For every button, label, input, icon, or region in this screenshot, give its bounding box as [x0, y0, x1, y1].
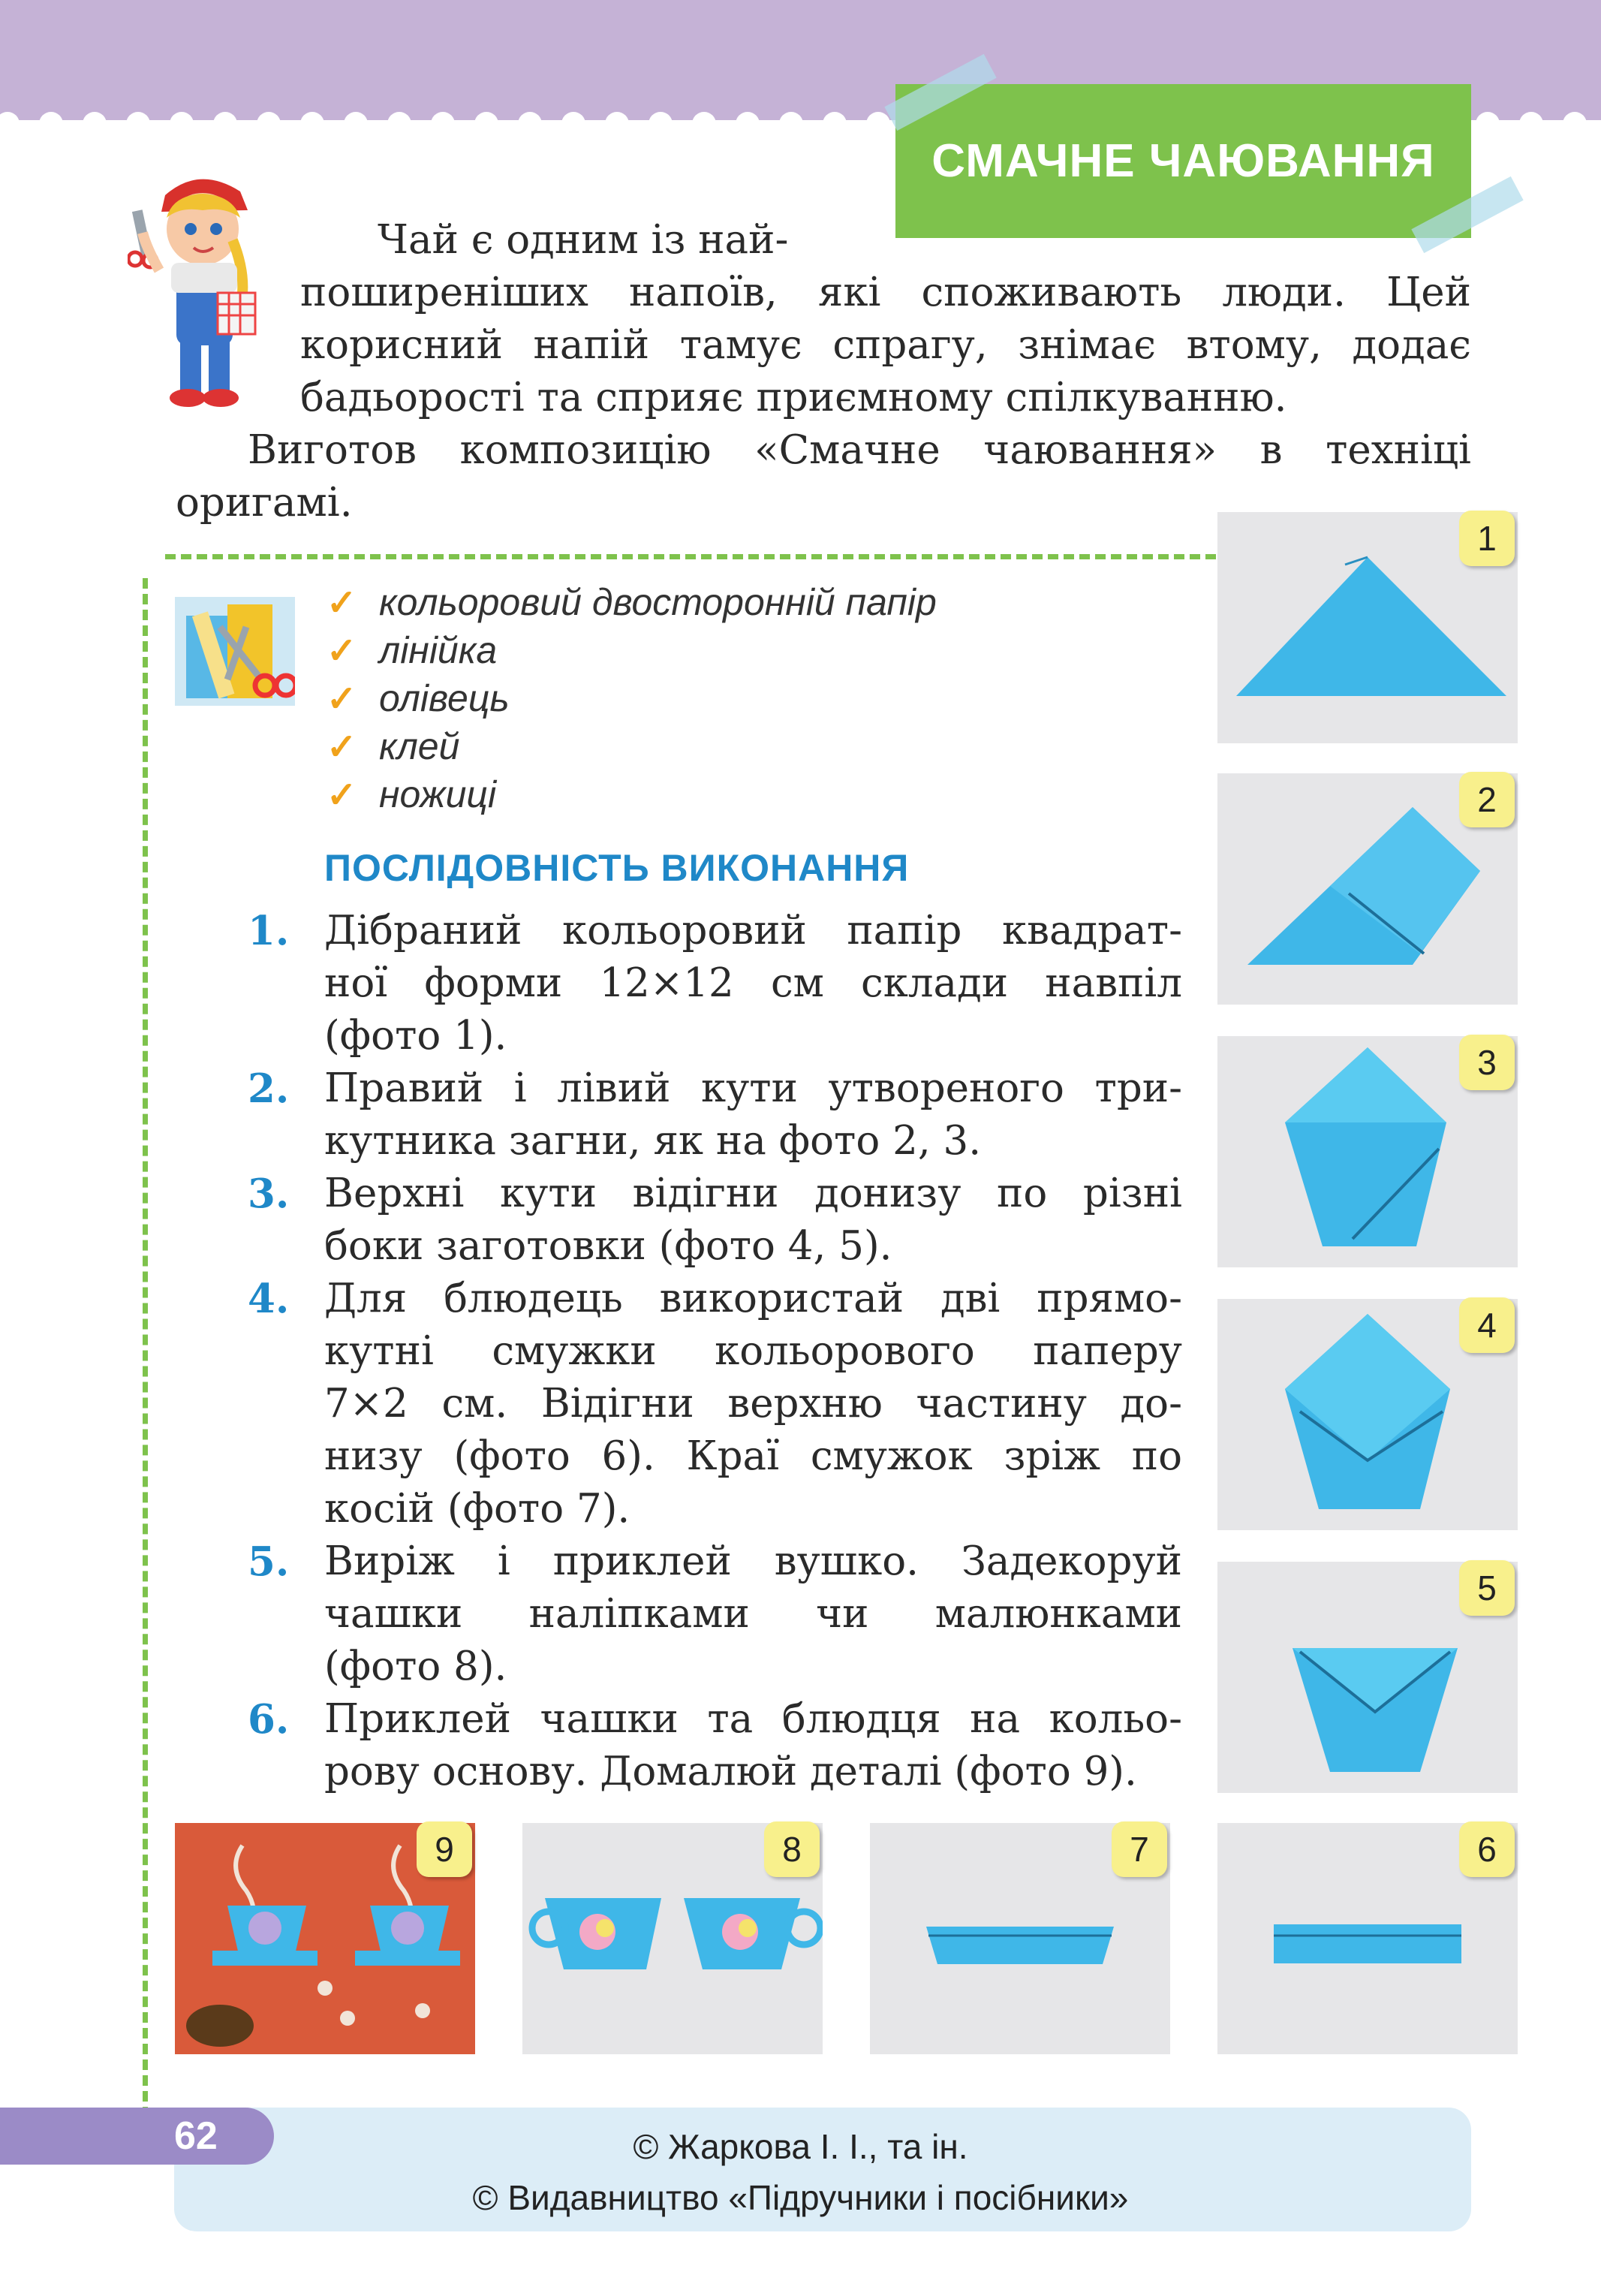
intro-line: бадьорості та сприяє приємному спілкуванню. [300, 375, 1287, 420]
intro-line: корисний напій тамує спрагу, знімає втому, додає [300, 322, 1471, 368]
steps-list [248, 905, 1182, 1798]
list-item: ✓ лінійка [327, 626, 1077, 674]
dot-decoration [126, 112, 150, 136]
dot-decoration [474, 112, 498, 136]
dot-decoration [300, 112, 324, 136]
step-number: 6. [248, 1696, 290, 1743]
intro-line: Виготов композицію «Смачне чаювання» в техніці [248, 427, 1471, 473]
list-item: ✓ кольоровий двосторонній папір [327, 578, 1077, 626]
photo-badge: 9 [417, 1821, 472, 1877]
dot-decoration [213, 112, 237, 136]
footer-copyright-authors: © Жаркова І. І., та ін. [633, 2127, 968, 2166]
dot-decoration [0, 112, 20, 136]
dashed-divider [143, 578, 148, 2117]
dashed-divider [165, 554, 1216, 559]
photo-badge: 7 [1112, 1821, 1167, 1877]
checkmark-icon: ✓ [327, 583, 357, 623]
dot-decoration [39, 112, 63, 136]
dot-decoration [83, 112, 107, 136]
materials-list [327, 578, 1077, 818]
photo-badge: 1 [1459, 511, 1515, 566]
dot-decoration [257, 112, 281, 136]
photo-6 [1217, 1823, 1518, 2054]
dot-decoration [170, 112, 194, 136]
checkmark-icon: ✓ [327, 728, 357, 767]
dot-decoration [823, 112, 847, 136]
steps-heading: ПОСЛІДОВНІСТЬ ВИКОНАННЯ [324, 847, 910, 889]
photo-badge: 2 [1459, 772, 1515, 827]
checkmark-icon: ✓ [327, 631, 357, 671]
dot-decoration [649, 112, 673, 136]
photo-badge: 4 [1459, 1297, 1515, 1353]
page-title: СМАЧНЕ ЧАЮВАННЯ [895, 84, 1471, 238]
photo-badge: 6 [1459, 1821, 1515, 1877]
intro-line: Чай є одним із най- [378, 217, 789, 263]
dot-decoration [431, 112, 455, 136]
photo-badge: 5 [1459, 1560, 1515, 1616]
step-item: 1. Дібраний кольоровий папір квадрат- ної форми 12×12 см склади навпіл (фото 1). [248, 905, 1182, 1062]
dot-decoration [692, 112, 716, 136]
photo-1 [1217, 512, 1518, 743]
step-item: 5. Виріж і приклей вушко. Задекоруй чашки наліпками чи малюнками (фото 8). [248, 1535, 1182, 1693]
dot-decoration [387, 112, 411, 136]
dot-decoration [866, 112, 890, 136]
list-item: ✓ клей [327, 722, 1077, 770]
photo-3 [1217, 1036, 1518, 1267]
dot-decoration [518, 112, 542, 136]
dot-decoration [1563, 112, 1587, 136]
step-number: 3. [248, 1171, 290, 1217]
photo-badge: 3 [1459, 1035, 1515, 1090]
photo-7 [870, 1823, 1170, 2054]
photo-4 [1217, 1299, 1518, 1530]
dot-decoration [344, 112, 368, 136]
footer-copyright-publisher: © Видавництво «Підручники і посібники» [472, 2178, 1129, 2217]
dot-decoration [561, 112, 585, 136]
step-item: 6. Приклей чашки та блюдця на кольо- рову основу. Домалюй деталі (фото 9). [248, 1693, 1182, 1798]
photo-2 [1217, 773, 1518, 1005]
photo-5 [1217, 1562, 1518, 1793]
dot-decoration [605, 112, 629, 136]
checkmark-icon: ✓ [327, 776, 357, 815]
list-item: ✓ олівець [327, 674, 1077, 722]
page-number: 62 [0, 2108, 274, 2165]
paper-ruler-scissors-icon [175, 597, 295, 706]
photo-8 [522, 1823, 823, 2054]
step-number: 1. [248, 908, 290, 954]
intro-line: поширеніших напоїв, які споживають люди. Цей [300, 270, 1471, 315]
dot-decoration [1476, 112, 1500, 136]
girl-mascot-icon [128, 165, 278, 413]
photo-badge: 8 [764, 1821, 820, 1877]
step-item: 2. Правий і лівий кути утвореного три- кутника загни, як на фото 2, 3. [248, 1062, 1182, 1168]
step-item: 4. Для блюдець використай дві прямо- кутні смужки кольорового паперу 7×2 см. Відігни верхню частину до- низу (фото 6). Краї смужок зріж по косій (фото 7). [248, 1273, 1182, 1535]
step-number: 5. [248, 1538, 290, 1585]
dot-decoration [1519, 112, 1543, 136]
intro-line: оригамі. [176, 480, 353, 526]
step-item: 3. Верхні кути відігни донизу по різні боки заготовки (фото 4, 5). [248, 1168, 1182, 1273]
dot-decoration [779, 112, 803, 136]
step-number: 2. [248, 1065, 290, 1112]
dot-decoration [736, 112, 760, 136]
photo-9 [175, 1823, 475, 2054]
checkmark-icon: ✓ [327, 679, 357, 719]
step-number: 4. [248, 1276, 290, 1322]
list-item: ✓ ножиці [327, 770, 1077, 818]
